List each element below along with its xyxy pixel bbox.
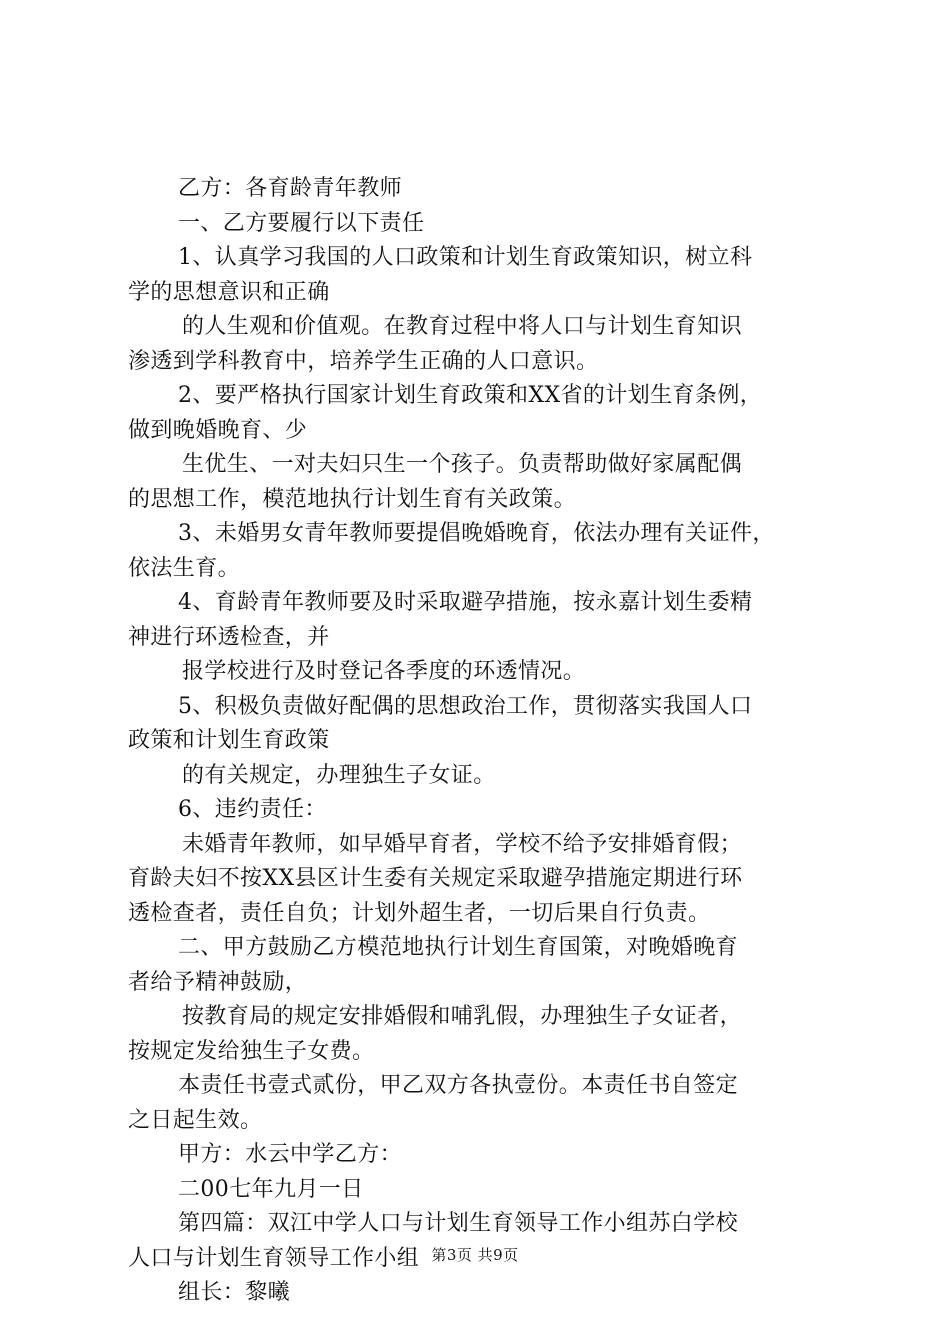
text-line: 第四篇：双江中学人口与计划生育领导工作小组苏白学校 [178,1211,739,1236]
text-line: 政策和计划生育政策 [128,728,330,753]
text-line: 按规定发给独生子女费。 [128,1038,375,1064]
text-line: 的有关规定，办理独生子女证。 [182,762,496,788]
text-line: 人口与计划生育领导工作小组 [128,1245,420,1271]
text-line: 未婚青年教师，如早婚早育者，学校不给予安排婚育假； [182,831,743,857]
text-line: 5、积极负责做好配偶的思想政治工作，贯彻落实我国人口 [178,693,753,719]
text-line: 二00七年九月一日 [178,1176,364,1202]
text-line: 本责任书壹式贰份，甲乙双方各执壹份。本责任书自签定 [178,1073,739,1098]
text-line: 报学校进行及时登记各季度的环透情况。 [182,659,586,684]
text-line: 二、甲方鼓励乙方模范地执行计划生育国策，对晚婚晚育 [178,935,739,960]
text-line: 透检查者，责任自负；计划外超生者，一切后果自行负责。 [128,900,711,926]
text-line: 育龄夫妇不按XX县区计生委有关规定采取避孕措施定期进行环 [128,866,743,891]
text-line: 的思想工作，模范地执行计划生育有关政策。 [128,486,577,512]
document-body [128,172,840,1311]
text-line: 3、未婚男女青年教师要提倡晚婚晚育，依法办理有关证件， [178,521,775,546]
page-footer: 第3页 共9页 [431,1246,519,1264]
text-line: 一、乙方要履行以下责任 [178,210,425,236]
text-line: 学的思想意识和正确 [128,279,330,305]
text-line: 生优生、一对夫妇只生一个孩子。负责帮助做好家属配偶 [182,452,743,477]
text-line: 乙方：各育龄青年教师 [178,176,403,201]
text-line: 神进行环透检查，并 [128,624,330,650]
text-line: 渗透到学科教育中，培养学生正确的人口意识。 [128,348,599,374]
text-line: 做到晚婚晚育、少 [128,417,308,443]
text-line: 1、认真学习我国的人口政策和计划生育政策知识，树立科 [178,245,753,270]
text-line: 2、要严格执行国家计划生育政策和XX省的计划生育条例， [178,383,763,408]
text-line: 的人生观和价值观。在教育过程中将人口与计划生育知识 [182,314,743,339]
text-line: 按教育局的规定安排婚假和哺乳假，办理独生子女证者， [182,1004,743,1029]
text-line: 之日起生效。 [128,1107,263,1133]
text-line: 4、育龄青年教师要及时采取避孕措施，按永嘉计划生委精 [178,590,753,615]
text-line: 甲方：水云中学乙方： [178,1142,403,1167]
text-line: 6、违约责任： [178,797,327,822]
text-line: 依法生育。 [128,555,241,581]
text-line: 组长：黎曦 [178,1280,291,1305]
text-line: 者给予精神鼓励， [128,969,308,995]
